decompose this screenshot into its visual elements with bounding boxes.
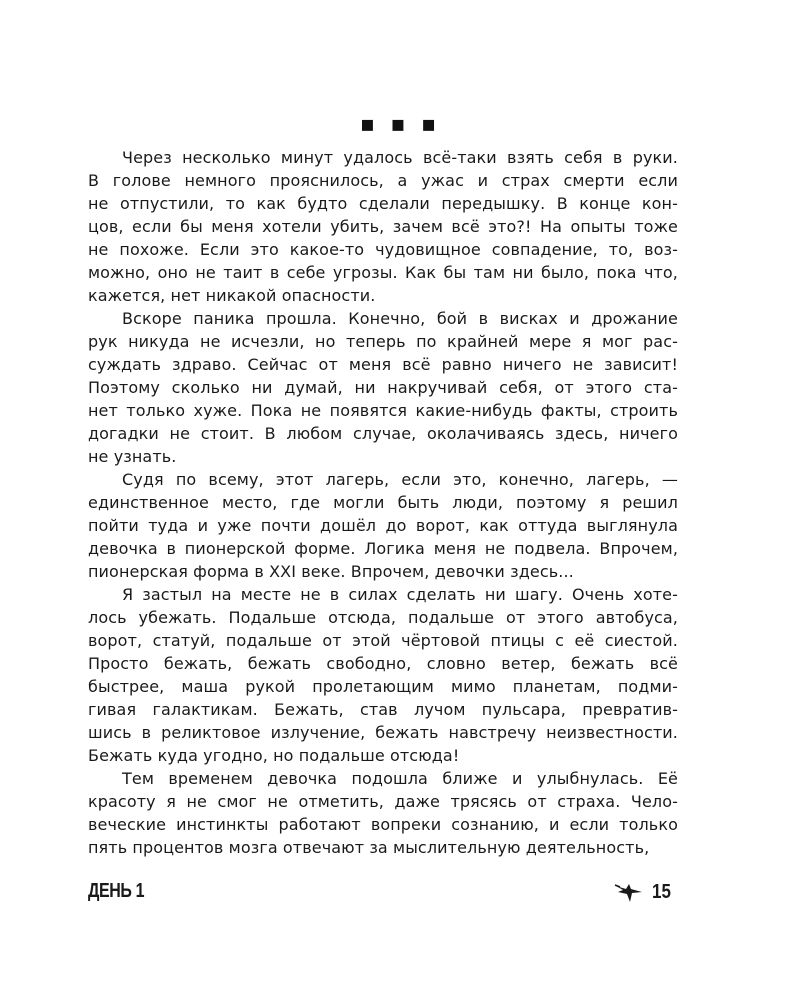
text-line: не узнать. (88, 447, 177, 466)
text-line: гивая галактикам. Бежать, став лучом пульсара, превратив- (88, 700, 678, 719)
text-line: ворот, статуй, подальше от этой чёртовой птицы с её сиестой. (88, 631, 678, 650)
text-line: красоту я не смог не отметить, даже трясясь от страха. Чело- (88, 792, 678, 811)
text-line: пойти туда и уже почти дошёл до ворот, как оттуда выглянула (88, 516, 678, 535)
section-divider: ▪ ▪ ▪ (359, 112, 441, 137)
text-line: можно, оно не таит в себе угрозы. Как бы там ни было, пока что, (88, 263, 678, 282)
text-line: Судя по всему, этот лагерь, если это, конечно, лагерь, — (122, 470, 678, 489)
text-line: не похоже. Если это какое-то чудовищное совпадение, то, воз- (88, 240, 678, 259)
text-line: девочка в пионерской форме. Логика меня не подвела. Впрочем, (88, 539, 678, 558)
text-line: кажется, нет никакой опасности. (88, 286, 376, 305)
chapter-title: ДЕНЬ 1 (88, 880, 145, 902)
text-line: пионерская форма в XXI веке. Впрочем, девочки здесь... (88, 562, 574, 581)
text-line: Просто бежать, бежать свободно, словно ветер, бежать всё (88, 654, 678, 673)
text-line: веческие инстинкты работают вопреки сознанию, и если только (88, 815, 678, 834)
text-line: не отпустили, то как будто сделали передышку. В конце кон- (88, 194, 678, 213)
text-line: догадки не стоит. В любом случае, околачиваясь здесь, ничего (88, 424, 678, 443)
text-line: пять процентов мозга отвечают за мыслительную деятельность, (88, 838, 650, 857)
page-number-group (614, 880, 674, 904)
text-line: В голове немного прояснилось, а ужас и страх смерти если (88, 171, 678, 190)
text-line: лось убежать. Подальше отсюда, подальше от этого автобуса, (88, 608, 678, 627)
page-footer (88, 880, 678, 910)
text-line: Поэтому сколько ни думай, ни накручивай себя, от этого ста- (88, 378, 678, 397)
text-line: Через несколько минут удалось всё-таки взять себя в руки. (122, 148, 678, 167)
text-line: цов, если бы меня хотели убить, зачем всё это?! На опыты тоже (88, 217, 678, 236)
text-line: Я застыл на месте не в силах сделать ни шагу. Очень хоте- (122, 585, 678, 604)
text-line: суждать здраво. Сейчас от меня всё равно ничего не зависит! (88, 355, 678, 374)
text-line: Тем временем девочка подошла ближе и улыбнулась. Её (122, 769, 678, 788)
text-line: шись в реликтовое излучение, бежать навстречу неизвестности. (88, 723, 678, 742)
text-line: нет только хуже. Пока не появятся какие-нибудь факты, строить (88, 401, 678, 420)
text-line: единственное место, где могли быть люди, поэтому я решил (88, 493, 678, 512)
text-line: быстрее, маша рукой пролетающим мимо планетам, подми- (88, 677, 678, 696)
body-text (88, 146, 678, 859)
text-line: Вскоре паника прошла. Конечно, бой в висках и дрожание (122, 309, 678, 328)
bird-icon (614, 880, 644, 904)
text-line: Бежать куда угодно, но подальше отсюда! (88, 746, 460, 765)
text-line: рук никуда не исчезли, но теперь по крайней мере я мог рас- (88, 332, 678, 351)
page-number: 15 (651, 880, 671, 903)
